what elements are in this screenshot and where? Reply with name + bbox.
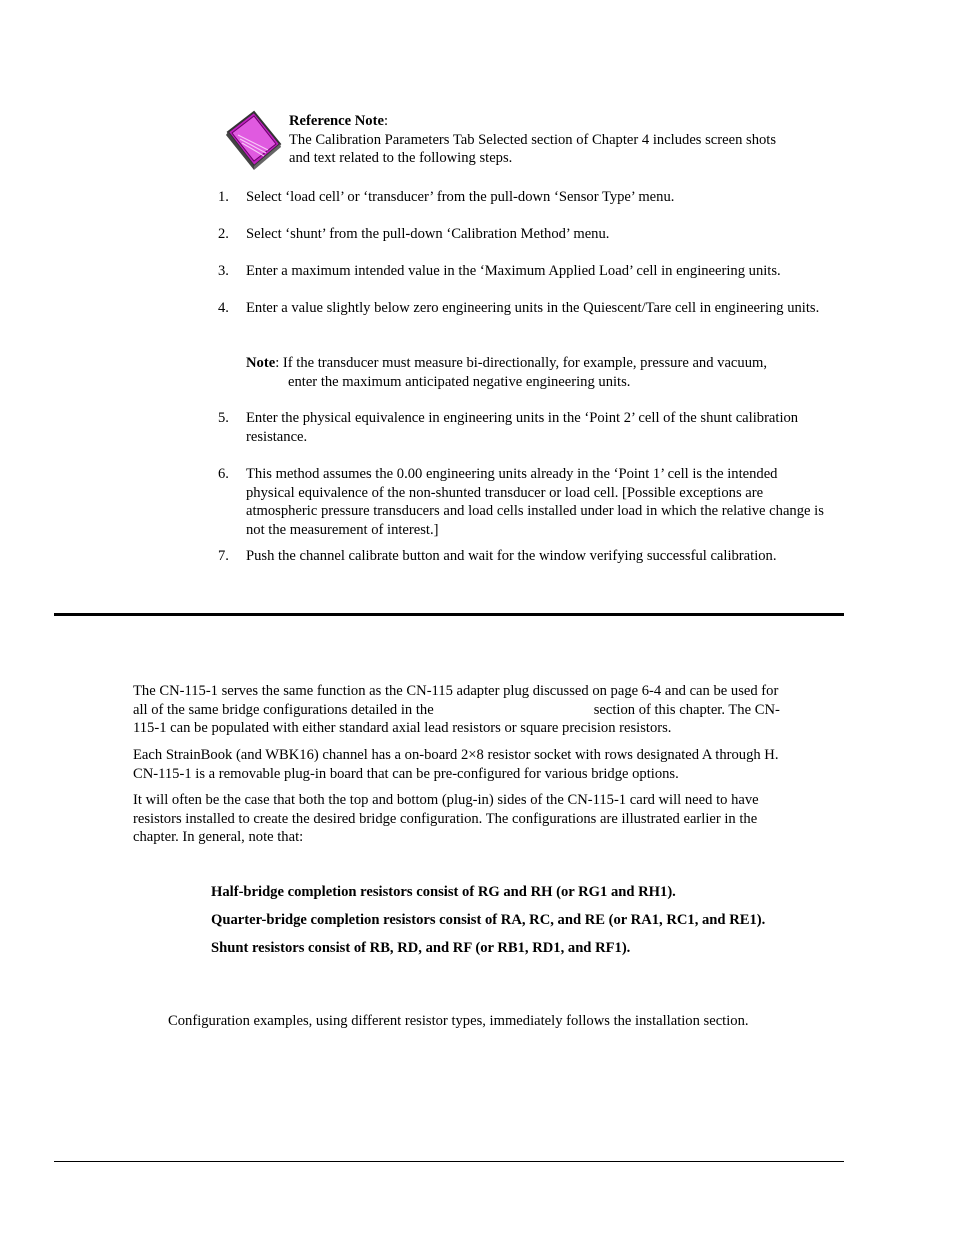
- paragraph-line: all of the same bridge configurations detailed in the: [133, 701, 434, 718]
- paragraph-line: section of this chapter. The CN-: [593, 701, 780, 718]
- half-bridge-line: Half-bridge completion resistors consist of RG and RH (or RG1 and RH1).: [211, 884, 676, 900]
- reference-note-line: The Calibration Parameters Tab Selected section of Chapter 4 includes screen shots: [289, 131, 777, 148]
- paragraph-line: Each StrainBook (and WBK16) channel has a on-board 2×8 resistor socket with rows designated A through H.: [133, 747, 779, 763]
- step-number: 6.: [218, 466, 229, 482]
- step-number: 1.: [218, 189, 229, 205]
- paragraph-cn115-1: [133, 682, 833, 738]
- note-label: Note: [246, 355, 276, 371]
- step-text: Enter the physical equivalence in engineering units in the ‘Point 2’ cell of the shunt calibration resistance.: [246, 410, 799, 445]
- paragraph-resistor-socket: [133, 746, 833, 783]
- footer-divider: [54, 1161, 844, 1162]
- reference-note-colon: :: [383, 113, 389, 129]
- step-number: 4.: [218, 300, 229, 316]
- reference-note-line: and text related to the following steps.: [289, 150, 513, 166]
- reference-note-title: Reference Note: [289, 113, 384, 129]
- step-text: Select ‘shunt’ from the pull-down ‘Calibration Method’ menu.: [246, 226, 610, 242]
- step-text: Enter a maximum intended value in the ‘Maximum Applied Load’ cell in engineering units.: [246, 263, 781, 279]
- paragraph-line: resistors installed to create the desired bridge configuration. The configurations are illustrated earlier in the: [133, 810, 758, 827]
- closing-sentence: Configuration examples, using different resistor types, immediately follows the installation section.: [168, 1013, 749, 1029]
- paragraph-line: 115-1 can be populated with either standard axial lead resistors or square precision resistors.: [133, 720, 672, 736]
- paragraph-installation: [133, 791, 833, 847]
- step-number: 5.: [218, 410, 229, 426]
- step-number: 2.: [218, 226, 229, 242]
- step-text: This method assumes the 0.00 engineering units already in the ‘Point 1’ cell is the intended physical equivalence of the non-shunted transducer or load cell. [Possible exceptions are atmospheric pressure transducers and load cells installed under load in which the relative change is not the measurement of interest.]: [246, 466, 824, 538]
- paragraph-line: chapter. In general, note that:: [133, 829, 304, 845]
- step-number: 3.: [218, 263, 229, 279]
- reference-book-icon: [222, 110, 284, 172]
- section-divider: [54, 613, 844, 616]
- note-text: : If the transducer must measure bi-directionally, for example, pressure and vacuum,: [275, 355, 768, 371]
- paragraph-line: It will often be the case that both the top and bottom (plug-in) sides of the CN-115-1 card will need to have: [133, 792, 759, 808]
- step-number: 7.: [218, 548, 229, 564]
- paragraph-line: CN-115-1 is a removable plug-in board that can be pre-configured for various bridge options.: [133, 765, 679, 782]
- bidirectional-note: [246, 354, 836, 391]
- step-text: Select ‘load cell’ or ‘transducer’ from the pull-down ‘Sensor Type’ menu.: [246, 189, 675, 205]
- reference-note: [289, 112, 829, 168]
- note-text: enter the maximum anticipated negative engineering units.: [288, 373, 631, 390]
- paragraph-line: The CN-115-1 serves the same function as the CN-115 adapter plug discussed on page 6-4 and can be used for: [133, 683, 779, 699]
- step-text: Push the channel calibrate button and wait for the window verifying successful calibration.: [246, 548, 777, 564]
- shunt-resistors-line: Shunt resistors consist of RB, RD, and RF (or RB1, RD1, and RF1).: [211, 940, 631, 956]
- step-text: Enter a value slightly below zero engineering units in the Quiescent/Tare cell in engineering units.: [246, 300, 820, 316]
- quarter-bridge-line: Quarter-bridge completion resistors consist of RA, RC, and RE (or RA1, RC1, and RE1).: [211, 912, 766, 928]
